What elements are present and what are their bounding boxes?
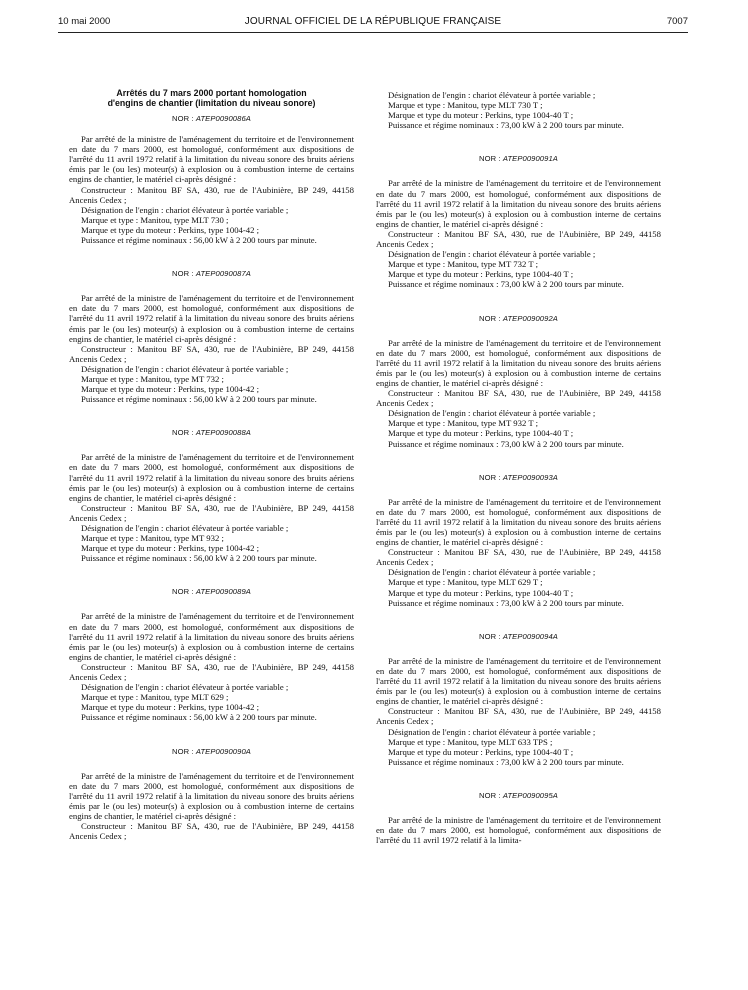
nor-reference xyxy=(69,587,354,597)
decree-entry xyxy=(69,428,354,563)
decree-entry xyxy=(376,314,661,449)
nor-label: NOR : xyxy=(172,114,196,123)
nor-code: ATEP0090095A xyxy=(502,790,558,800)
nor-label: NOR : xyxy=(479,313,503,323)
nor-code: ATEP0090093A xyxy=(502,472,558,482)
marque-type: Marque et type : Manitou, type MT 732 ; xyxy=(81,373,224,384)
nor-reference xyxy=(376,314,661,324)
decree-entry xyxy=(69,114,354,245)
moteur: Marque et type du moteur : Perkins, type 1004-40 T ; xyxy=(388,587,574,598)
nor-label: NOR : xyxy=(172,269,196,279)
decree-entry xyxy=(376,473,661,608)
decree-entry xyxy=(69,587,354,722)
moteur: Marque et type du moteur : Perkins, type 1004-42 ; xyxy=(81,543,260,554)
decree-entry xyxy=(69,747,354,842)
puissance: Puissance et régime nominaux : 56,00 kW à 2 200 tours par minute. xyxy=(81,235,317,246)
nor-reference xyxy=(69,114,354,124)
moteur: Marque et type du moteur : Perkins, type 1004-40 T ; xyxy=(388,746,574,757)
nor-code: ATEP0090086A xyxy=(195,114,251,123)
nor-label: NOR : xyxy=(479,790,503,800)
marque-type: Marque et type : Manitou, type MLT 730 ; xyxy=(81,214,229,225)
nor-code: ATEP0090094A xyxy=(502,631,558,641)
nor-label: NOR : xyxy=(479,631,503,641)
nor-reference xyxy=(376,473,661,483)
puissance: Puissance et régime nominaux : 73,00 kW à 2 200 tours par minute. xyxy=(388,756,624,767)
constructeur: Constructeur : Manitou BF SA, 430, rue de l'Aubinière, BP 249, 44158 Ancenis Cedex ; xyxy=(376,388,661,409)
decree-intro: Par arrêté de la ministre de l'aménagement du territoire et de l'environnement en date du 7 mars 2000, est homologué, conformément aux dispositions de l'arrêté du 11 avril 1972 relatif à la limitation du niveau sonore des bruits aériens émis par le (ou les) moteur(s) à explosion ou à combustion interne de certains engins de chantier, le matériel ci-après désigné : xyxy=(69,611,354,662)
designation: Désignation de l'engin : chariot élévateur à portée variable ; xyxy=(81,363,289,374)
marque-type: Marque et type : Manitou, type MLT 730 T ; xyxy=(388,100,543,111)
marque-type: Marque et type : Manitou, type MLT 633 TPS ; xyxy=(388,736,553,747)
decree-title xyxy=(69,88,354,108)
designation: Désignation de l'engin : chariot élévateur à portée variable ; xyxy=(388,90,596,100)
decree-intro: Par arrêté de la ministre de l'aménagement du territoire et de l'environnement en date du 7 mars 2000, est homologué, conformément aux dispositions de l'arrêté du 11 avril 1972 relatif à la limitation du niveau sonore des bruits aériens émis par le (ou les) moteur(s) à explosion ou à combustion interne de certains engins de chantier, le matériel ci-après désigné : xyxy=(376,496,661,548)
decree-entry xyxy=(376,791,661,845)
marque-type: Marque et type : Manitou, type MLT 629 ; xyxy=(81,692,229,703)
left-column xyxy=(69,88,354,841)
decree-intro: Par arrêté de la ministre de l'aménagement du territoire et de l'environnement en date du 7 mars 2000, est homologué, conformément aux dispositions de l'arrêté du 11 avril 1972 relatif à la limitation du niveau sonore des bruits aériens émis par le (ou les) moteur(s) à explosion ou à combustion interne de certains engins de chantier, le matériel ci-après désigné : xyxy=(69,134,354,185)
nor-label: NOR : xyxy=(172,428,196,438)
marque-type: Marque et type : Manitou, type MT 932 T ; xyxy=(388,418,539,429)
nor-label: NOR : xyxy=(172,587,196,597)
nor-reference xyxy=(69,269,354,279)
designation: Désignation de l'engin : chariot élévateur à portée variable ; xyxy=(388,567,596,578)
puissance: Puissance et régime nominaux : 73,00 kW à 2 200 tours par minute. xyxy=(388,120,624,131)
puissance: Puissance et régime nominaux : 56,00 kW à 2 200 tours par minute. xyxy=(81,712,317,723)
constructeur: Constructeur : Manitou BF SA, 430, rue de l'Aubinière, BP 249, 44158 Ancenis Cedex ; xyxy=(69,343,354,364)
nor-code: ATEP0090088A xyxy=(195,428,251,438)
moteur: Marque et type du moteur : Perkins, type 1004-42 ; xyxy=(81,702,260,713)
nor-code: ATEP0090087A xyxy=(195,269,251,279)
constructeur: Constructeur : Manitou BF SA, 430, rue de l'Aubinière, BP 249, 44158 Ancenis Cedex ; xyxy=(376,228,661,250)
constructeur: Constructeur : Manitou BF SA, 430, rue de l'Aubinière, BP 249, 44158 Ancenis Cedex ; xyxy=(69,821,354,842)
designation: Désignation de l'engin : chariot élévateur à portée variable ; xyxy=(81,682,289,693)
marque-type: Marque et type : Manitou, type MT 932 ; xyxy=(81,533,224,544)
designation: Désignation de l'engin : chariot élévateur à portée variable ; xyxy=(81,204,289,215)
moteur: Marque et type du moteur : Perkins, type 1004-40 T ; xyxy=(388,269,574,280)
decree-title-line-1: Arrêtés du 7 mars 2000 portant homologation xyxy=(116,88,307,98)
nor-reference xyxy=(69,747,354,757)
puissance: Puissance et régime nominaux : 73,00 kW à 2 200 tours par minute. xyxy=(388,597,624,608)
marque-type: Marque et type : Manitou, type MT 732 T ; xyxy=(388,259,539,270)
puissance: Puissance et régime nominaux : 73,00 kW à 2 200 tours par minute. xyxy=(388,279,624,290)
puissance: Puissance et régime nominaux : 56,00 kW à 2 200 tours par minute. xyxy=(81,553,317,564)
nor-label: NOR : xyxy=(479,472,503,482)
marque-type: Marque et type : Manitou, type MLT 629 T ; xyxy=(388,577,543,588)
puissance: Puissance et régime nominaux : 56,00 kW à 2 200 tours par minute. xyxy=(81,394,317,405)
nor-reference xyxy=(376,791,661,801)
issue-date: 10 mai 2000 xyxy=(58,16,111,27)
right-column xyxy=(376,90,661,845)
decree-intro: Par arrêté de la ministre de l'aménagement du territoire et de l'environnement en date du 7 mars 2000, est homologué, conformément aux dispositions de l'arrêté du 11 avril 1972 relatif à la limitation du niveau sonore des bruits aériens émis par le (ou les) moteur(s) à explosion ou à combustion interne de certains engins de chantier, le matériel ci-après désigné : xyxy=(69,770,354,821)
constructeur: Constructeur : Manitou BF SA, 430, rue de l'Aubinière, BP 249, 44158 Ancenis Cedex ; xyxy=(69,184,354,205)
decree-intro: Par arrêté de la ministre de l'aménagement du territoire et de l'environnement en date du 7 mars 2000, est homologué, conformément aux dispositions de l'arrêté du 11 avril 1972 relatif à la limitation du niveau sonore des bruits aériens émis par le (ou les) moteur(s) à explosion ou à combustion interne de certains engins de chantier, le matériel ci-après désigné : xyxy=(69,293,354,344)
decree-entry xyxy=(376,154,661,289)
nor-reference xyxy=(376,154,661,164)
designation: Désignation de l'engin : chariot élévateur à portée variable ; xyxy=(388,408,596,419)
decree-intro: Par arrêté de la ministre de l'aménagement du territoire et de l'environnement en date du 7 mars 2000, est homologué, conformément aux dispositions de l'arrêté du 11 avril 1972 relatif à la limita- xyxy=(376,814,661,846)
decree-title-line-2: d'engins de chantier (limitation du niveau sonore) xyxy=(107,98,316,108)
page-number: 7007 xyxy=(666,16,688,27)
moteur: Marque et type du moteur : Perkins, type 1004-42 ; xyxy=(81,224,260,235)
moteur: Marque et type du moteur : Perkins, type 1004-42 ; xyxy=(81,384,260,395)
nor-label: NOR : xyxy=(172,746,196,756)
constructeur: Constructeur : Manitou BF SA, 430, rue de l'Aubinière, BP 249, 44158 Ancenis Cedex ; xyxy=(376,706,661,727)
constructeur: Constructeur : Manitou BF SA, 430, rue de l'Aubinière, BP 249, 44158 Ancenis Cedex ; xyxy=(69,502,354,523)
decree-intro: Par arrêté de la ministre de l'aménagement du territoire et de l'environnement en date du 7 mars 2000, est homologué, conformément aux dispositions de l'arrêté du 11 avril 1972 relatif à la limitation du niveau sonore des bruits aériens émis par le (ou les) moteur(s) à explosion ou à combustion interne de certains engins de chantier, le matériel ci-après désigné : xyxy=(69,452,354,503)
page-header xyxy=(58,12,688,33)
nor-code: ATEP0090092A xyxy=(502,313,558,323)
nor-code: ATEP0090089A xyxy=(195,587,251,597)
nor-reference xyxy=(376,632,661,642)
constructeur: Constructeur : Manitou BF SA, 430, rue de l'Aubinière, BP 249, 44158 Ancenis Cedex ; xyxy=(376,547,661,568)
puissance: Puissance et régime nominaux : 73,00 kW à 2 200 tours par minute. xyxy=(388,438,624,449)
designation: Désignation de l'engin : chariot élévateur à portée variable ; xyxy=(388,726,596,737)
nor-code: ATEP0090091A xyxy=(502,154,558,164)
decree-entry xyxy=(376,632,661,767)
designation: Désignation de l'engin : chariot élévateur à portée variable ; xyxy=(81,523,289,533)
moteur: Marque et type du moteur : Perkins, type 1004-40 T ; xyxy=(388,428,574,439)
decree-entry xyxy=(69,269,354,404)
nor-code: ATEP0090090A xyxy=(195,746,251,756)
nor-label: NOR : xyxy=(479,154,503,164)
constructeur: Constructeur : Manitou BF SA, 430, rue de l'Aubinière, BP 249, 44158 Ancenis Cedex ; xyxy=(69,661,354,683)
designation: Désignation de l'engin : chariot élévateur à portée variable ; xyxy=(388,249,596,260)
decree-intro: Par arrêté de la ministre de l'aménagement du territoire et de l'environnement en date du 7 mars 2000, est homologué, conformément aux dispositions de l'arrêté du 11 avril 1972 relatif à la limitation du niveau sonore des bruits aériens émis par le (ou les) moteur(s) à explosion ou à combustion interne de certains engins de chantier, le matériel ci-après désigné : xyxy=(376,178,661,229)
decree-intro: Par arrêté de la ministre de l'aménagement du territoire et de l'environnement en date du 7 mars 2000, est homologué, conformément aux dispositions de l'arrêté du 11 avril 1972 relatif à la limitation du niveau sonore des bruits aériens émis par le (ou les) moteur(s) à explosion ou à combustion interne de certains engins de chantier, le matériel ci-après désigné : xyxy=(376,655,661,707)
decree-entry-continued xyxy=(376,90,661,130)
nor-reference xyxy=(69,428,354,438)
decree-intro: Par arrêté de la ministre de l'aménagement du territoire et de l'environnement en date du 7 mars 2000, est homologué, conformément aux dispositions de l'arrêté du 11 avril 1972 relatif à la limitation du niveau sonore des bruits aériens émis par le (ou les) moteur(s) à explosion ou à combustion interne de certains engins de chantier, le matériel ci-après désigné : xyxy=(376,337,661,388)
moteur: Marque et type du moteur : Perkins, type 1004-40 T ; xyxy=(388,110,574,121)
journal-title: JOURNAL OFFICIEL DE LA RÉPUBLIQUE FRANÇAISE xyxy=(244,16,502,27)
